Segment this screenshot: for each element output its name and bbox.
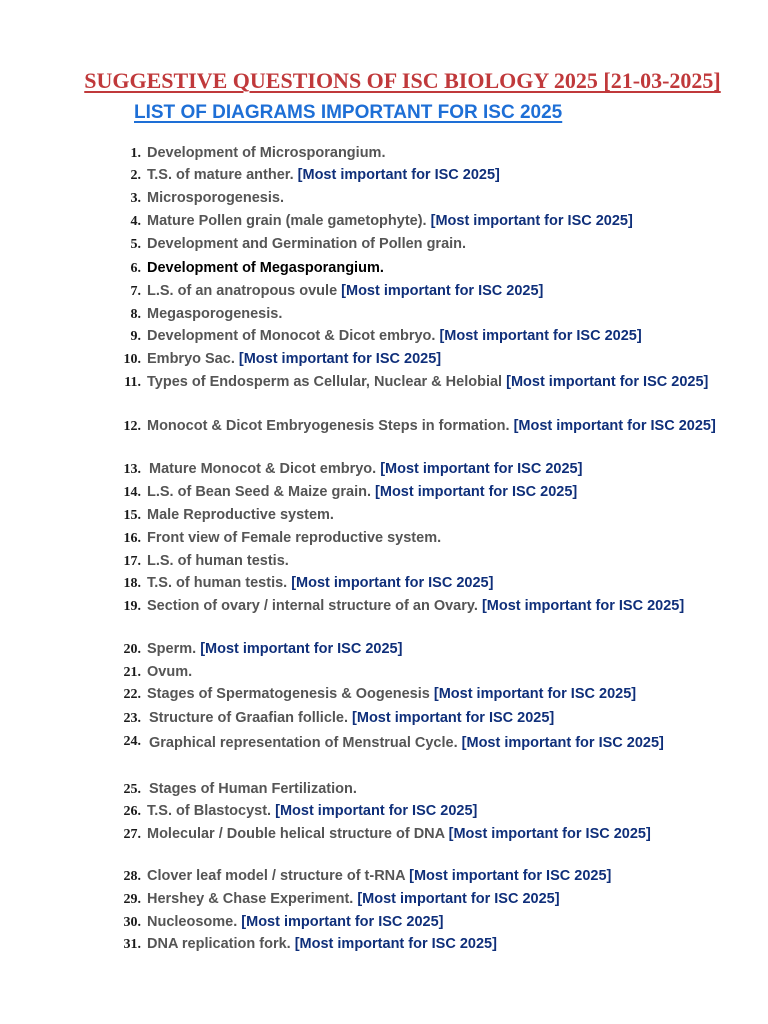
list-item-content	[149, 731, 689, 755]
list-item-content	[147, 889, 747, 910]
list-item-text: Molecular / Double helical structure of DNA	[147, 826, 449, 842]
list-item-text: Megasporogenesis.	[147, 306, 283, 322]
list-item-content	[147, 416, 747, 437]
list-item-number: 16.	[123, 531, 141, 546]
list-item-number: 23.	[123, 711, 141, 726]
list-item-content	[149, 708, 749, 729]
importance-tag: [Most important for ISC 2025]	[275, 803, 478, 819]
list-item-text: Stages of Spermatogenesis & Oogenesis	[147, 686, 434, 702]
list-item-content	[147, 528, 747, 549]
list-item-number: 18.	[123, 576, 141, 591]
list-item-number: 24.	[123, 734, 141, 749]
list-item-content	[147, 349, 747, 370]
list-item-text: Development of Microsporangium.	[147, 145, 386, 161]
importance-tag: [Most important for ISC 2025]	[357, 891, 560, 907]
list-item-text: Front view of Female reproductive system.	[147, 530, 442, 546]
list-item-number: 6.	[130, 261, 141, 276]
list-item-number: 25.	[123, 782, 141, 797]
list-item-number: 8.	[130, 307, 141, 322]
importance-tag: [Most important for ISC 2025]	[448, 826, 651, 842]
list-item-text: T.S. of Blastocyst.	[147, 803, 276, 819]
list-item-number: 30.	[123, 915, 141, 930]
list-item-content	[147, 234, 747, 255]
list-item-number: 29.	[123, 892, 141, 907]
list-item-number: 9.	[130, 329, 141, 344]
list-item-content	[149, 459, 749, 480]
importance-tag: [Most important for ISC 2025]	[291, 575, 494, 591]
list-item-number: 21.	[123, 665, 141, 680]
list-item-number: 22.	[123, 687, 141, 702]
list-item-text: Graphical representation of Menstrual Cycle.	[149, 735, 462, 751]
list-item-number: 5.	[130, 237, 141, 252]
list-item-content	[147, 824, 747, 845]
list-item-content	[147, 866, 747, 887]
importance-tag: [Most important for ISC 2025]	[200, 641, 403, 657]
list-item-text: T.S. of mature anther.	[147, 167, 298, 183]
list-item-content	[147, 281, 747, 302]
list-item-text: Development of Megasporangium.	[147, 260, 384, 276]
list-item-text: L.S. of human testis.	[147, 553, 289, 569]
list-item-text: Hershey & Chase Experiment.	[147, 891, 358, 907]
importance-tag: [Most important for ISC 2025]	[513, 418, 716, 434]
list-item-text: Mature Pollen grain (male gametophyte).	[147, 213, 431, 229]
importance-tag: [Most important for ISC 2025]	[439, 328, 642, 344]
importance-tag: [Most important for ISC 2025]	[294, 936, 497, 952]
importance-tag: [Most important for ISC 2025]	[380, 461, 583, 477]
list-item-content	[147, 662, 747, 683]
list-item-text: DNA replication fork.	[147, 936, 295, 952]
list-item-number: 26.	[123, 804, 141, 819]
importance-tag: [Most important for ISC 2025]	[375, 484, 578, 500]
list-item-text: Male Reproductive system.	[147, 507, 334, 523]
list-item-text: Section of ovary / internal structure of an Ovary.	[147, 598, 482, 614]
list-item-number: 13.	[123, 462, 141, 477]
list-item-content	[147, 188, 747, 209]
importance-tag: [Most important for ISC 2025]	[506, 374, 709, 390]
document-subtitle: LIST OF DIAGRAMS IMPORTANT FOR ISC 2025	[134, 102, 563, 123]
list-item-content	[147, 596, 747, 617]
list-item-text: Sperm.	[147, 641, 201, 657]
list-item-text: Types of Endosperm as Cellular, Nuclear & Helobial	[147, 374, 507, 390]
list-item-number: 1.	[130, 146, 141, 161]
list-item-content	[147, 505, 747, 526]
list-item-number: 11.	[124, 375, 141, 390]
list-item-content	[147, 258, 747, 279]
list-item-text: Ovum.	[147, 664, 193, 680]
importance-tag: [Most important for ISC 2025]	[352, 710, 555, 726]
document-title: SUGGESTIVE QUESTIONS OF ISC BIOLOGY 2025 [21-03-2025]	[84, 68, 721, 93]
list-item-number: 20.	[123, 642, 141, 657]
list-item-number: 17.	[123, 554, 141, 569]
list-item-text: T.S. of human testis.	[147, 575, 292, 591]
importance-tag: [Most important for ISC 2025]	[481, 598, 685, 614]
list-item-content	[147, 801, 747, 822]
list-item-text: Development of Monocot & Dicot embryo.	[147, 328, 440, 344]
list-item-number: 12.	[123, 419, 141, 434]
importance-tag: [Most important for ISC 2025]	[238, 351, 442, 367]
list-item-content	[147, 165, 747, 186]
importance-tag: [Most important for ISC 2025]	[297, 167, 500, 183]
list-item-content	[147, 372, 747, 393]
list-item-text: L.S. of an anatropous ovule	[147, 283, 342, 299]
list-item-content	[147, 326, 747, 347]
list-item-content	[147, 934, 747, 955]
list-item-text: Structure of Graafian follicle.	[149, 710, 353, 726]
list-item-content	[147, 143, 747, 164]
list-item-number: 19.	[123, 599, 141, 614]
list-item-number: 4.	[130, 214, 141, 229]
list-item-number: 27.	[123, 827, 141, 842]
list-item-content	[147, 573, 747, 594]
list-item-number: 31.	[123, 937, 141, 952]
list-item-text: Microsporogenesis.	[147, 190, 284, 206]
list-item-text: Embryo Sac.	[147, 351, 239, 367]
list-item-content	[147, 482, 747, 503]
list-item-text: Mature Monocot & Dicot embryo.	[149, 461, 381, 477]
list-item-content	[147, 639, 747, 660]
list-item-content	[147, 551, 747, 572]
list-item-number: 3.	[130, 191, 141, 206]
list-item-number: 2.	[130, 168, 141, 183]
list-item-number: 7.	[130, 284, 141, 299]
importance-tag: [Most important for ISC 2025]	[341, 283, 544, 299]
list-item-text: L.S. of Bean Seed & Maize grain.	[147, 484, 376, 500]
list-item-number: 28.	[123, 869, 141, 884]
list-item-number: 10.	[123, 352, 141, 367]
importance-tag: [Most important for ISC 2025]	[430, 213, 633, 229]
importance-tag: [Most important for ISC 2025]	[461, 735, 664, 751]
importance-tag: [Most important for ISC 2025]	[409, 868, 612, 884]
list-item-text: Nucleosome.	[147, 914, 242, 930]
list-item-content	[147, 211, 747, 232]
importance-tag: [Most important for ISC 2025]	[433, 686, 637, 702]
list-item-text: Clover leaf model / structure of t-RNA	[147, 868, 410, 884]
list-item-content	[147, 912, 747, 933]
list-item-number: 14.	[123, 485, 141, 500]
list-item-text: Development and Germination of Pollen grain.	[147, 236, 467, 252]
list-item-text: Monocot & Dicot Embryogenesis Steps in formation.	[147, 418, 514, 434]
list-item-content	[147, 684, 747, 705]
importance-tag: [Most important for ISC 2025]	[241, 914, 444, 930]
list-item-text: Stages of Human Fertilization.	[149, 781, 357, 797]
list-item-content	[147, 304, 747, 325]
list-item-content	[149, 779, 749, 800]
list-item-number: 15.	[123, 508, 141, 523]
